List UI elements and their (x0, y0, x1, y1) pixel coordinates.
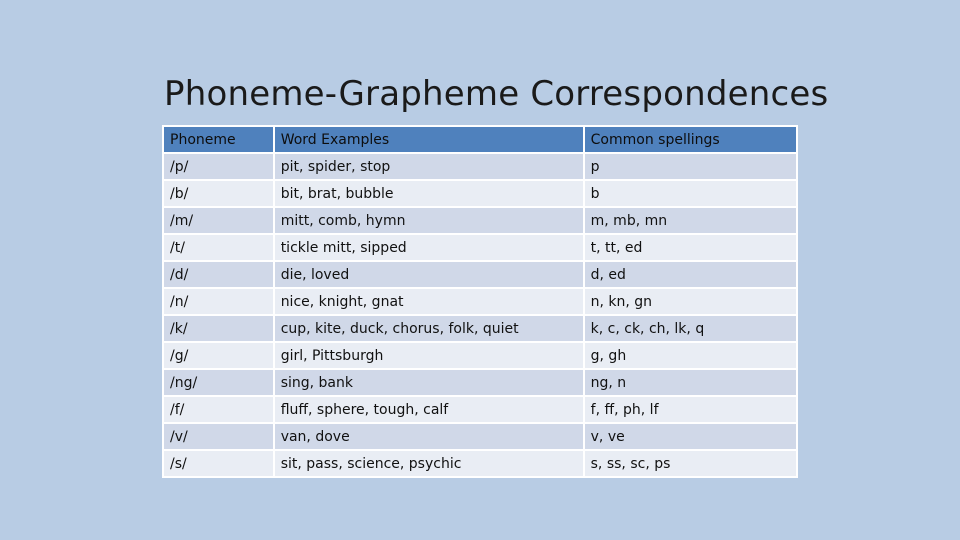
spellings-cell: f, ff, ph, lf (585, 397, 796, 422)
table-row (164, 235, 796, 260)
table-row (164, 289, 796, 314)
spellings-cell: t, tt, ed (585, 235, 796, 260)
header-phoneme: Phoneme (164, 127, 273, 152)
word-examples-cell: nice, knight, gnat (275, 289, 583, 314)
header-word-examples: Word Examples (275, 127, 583, 152)
table-row (164, 424, 796, 449)
table-header-row (164, 127, 796, 152)
word-examples-cell: mitt, comb, hymn (275, 208, 583, 233)
spellings-cell: p (585, 154, 796, 179)
spellings-cell: v, ve (585, 424, 796, 449)
phoneme-cell: /p/ (164, 154, 273, 179)
table-row (164, 370, 796, 395)
word-examples-cell: sing, bank (275, 370, 583, 395)
spellings-cell: s, ss, sc, ps (585, 451, 796, 476)
spellings-cell: d, ed (585, 262, 796, 287)
spellings-cell: g, gh (585, 343, 796, 368)
slide-title: Phoneme-Grapheme Correspondences (164, 74, 829, 114)
phoneme-cell: /b/ (164, 181, 273, 206)
phoneme-cell: /n/ (164, 289, 273, 314)
phoneme-cell: /m/ (164, 208, 273, 233)
spellings-cell: b (585, 181, 796, 206)
table-row (164, 343, 796, 368)
table-row (164, 451, 796, 476)
table-row (164, 262, 796, 287)
phoneme-cell: /ng/ (164, 370, 273, 395)
phoneme-cell: /f/ (164, 397, 273, 422)
word-examples-cell: die, loved (275, 262, 583, 287)
word-examples-cell: pit, spider, stop (275, 154, 583, 179)
word-examples-cell: tickle mitt, sipped (275, 235, 583, 260)
word-examples-cell: fluff, sphere, tough, calf (275, 397, 583, 422)
word-examples-cell: van, dove (275, 424, 583, 449)
spellings-cell: k, c, ck, ch, lk, q (585, 316, 796, 341)
word-examples-cell: bit, brat, bubble (275, 181, 583, 206)
word-examples-cell: sit, pass, science, psychic (275, 451, 583, 476)
phoneme-cell: /s/ (164, 451, 273, 476)
word-examples-cell: girl, Pittsburgh (275, 343, 583, 368)
table-row (164, 181, 796, 206)
spellings-cell: m, mb, mn (585, 208, 796, 233)
phoneme-cell: /t/ (164, 235, 273, 260)
word-examples-cell: cup, kite, duck, chorus, folk, quiet (275, 316, 583, 341)
spellings-cell: ng, n (585, 370, 796, 395)
table-row (164, 208, 796, 233)
table-row (164, 397, 796, 422)
phoneme-grapheme-table (162, 125, 798, 478)
phoneme-cell: /k/ (164, 316, 273, 341)
phoneme-cell: /d/ (164, 262, 273, 287)
phoneme-cell: /v/ (164, 424, 273, 449)
table-row (164, 316, 796, 341)
header-common-spellings: Common spellings (585, 127, 796, 152)
spellings-cell: n, kn, gn (585, 289, 796, 314)
table-row (164, 154, 796, 179)
phoneme-cell: /g/ (164, 343, 273, 368)
